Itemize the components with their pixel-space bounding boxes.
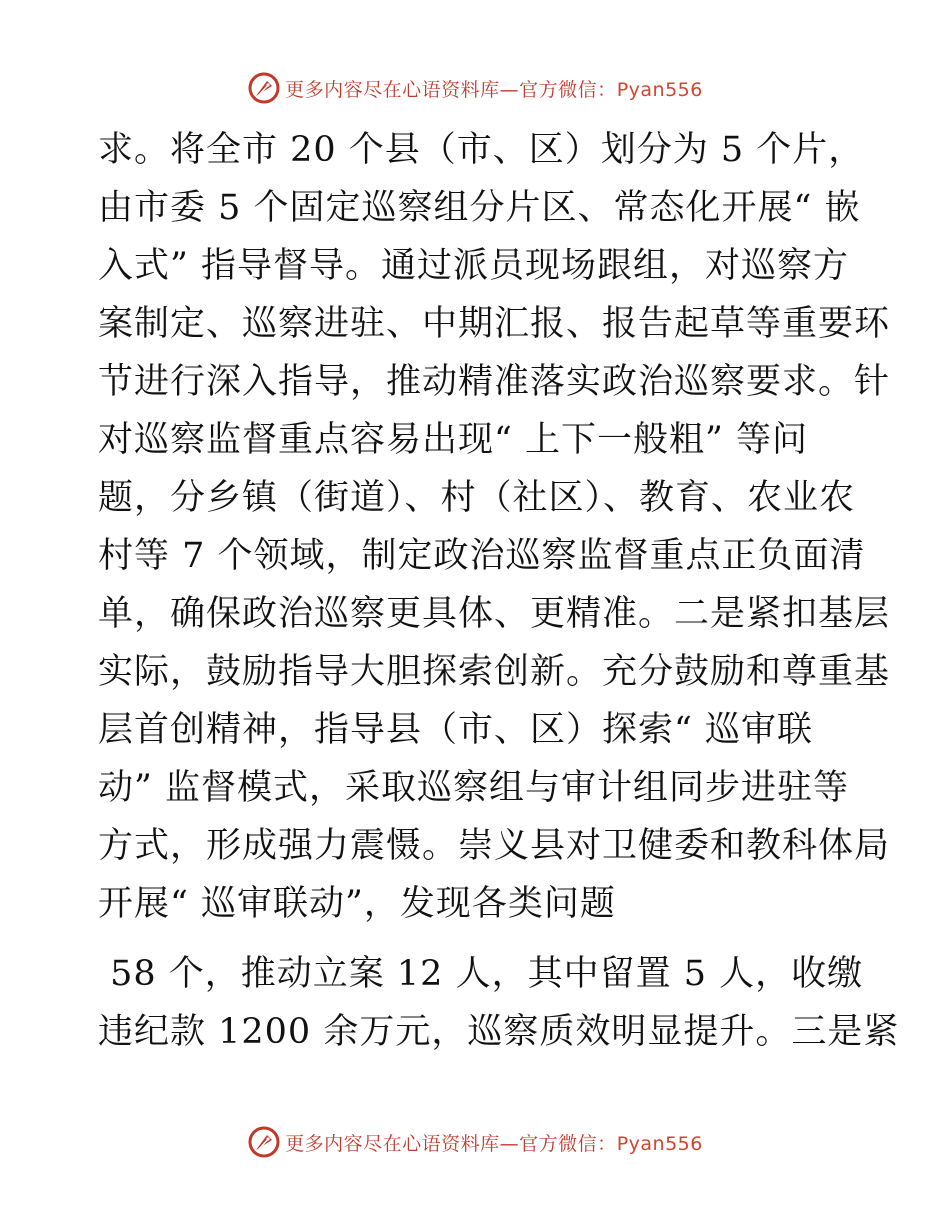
text-line: 村等 7 个领域，制定政治巡察监督重点正负面清: [98, 536, 866, 576]
text-line: 案制定、巡察进驻、中期汇报、报告起草等重要环: [98, 304, 891, 344]
header-watermark: [0, 68, 950, 108]
text-line: 对巡察监督重点容易出现“ 上下一般粗” 等问: [98, 420, 809, 460]
watermark-wechat-id: Pyan556: [616, 1132, 703, 1155]
text-line: 入式” 指导督导。通过派员现场跟组，对巡察方: [98, 246, 850, 286]
paragraph: [98, 945, 900, 1061]
watermark-separator: —: [499, 1132, 520, 1155]
text-line: 实际，鼓励指导大胆探索创新。充分鼓励和尊重基: [98, 652, 891, 692]
text-line: 节进行深入指导，推动精准落实政治巡察要求。针: [98, 362, 891, 402]
document-body: [98, 121, 900, 1061]
text-line: 方式，形成强力震慑。崇义县对卫健委和教科体局: [98, 826, 891, 866]
text-line: 单，确保政治巡察更具体、更精准。二是紧扣基层: [98, 594, 891, 634]
pen-nib-circle-logo-icon: [247, 1125, 281, 1159]
text-line: 开展“ 巡审联动”，发现各类问题: [98, 884, 616, 924]
watermark-text: [285, 75, 703, 102]
watermark-text: [285, 1129, 703, 1156]
text-line: 动” 监督模式，采取巡察组与审计组同步进驻等: [98, 768, 850, 808]
watermark-wechat-label: 官方微信：: [519, 1132, 617, 1155]
footer-watermark: [0, 1122, 950, 1162]
watermark-wechat-label: 官方微信：: [519, 78, 617, 101]
text-line: 题，分乡镇（街道）、村（社区）、教育、农业农: [98, 478, 856, 518]
pen-nib-circle-logo-icon: [247, 71, 281, 105]
watermark-brand: 更多内容尽在心语资料库: [285, 78, 500, 101]
watermark-wechat-id: Pyan556: [616, 78, 703, 101]
paragraph: [98, 121, 891, 933]
watermark-brand: 更多内容尽在心语资料库: [285, 1132, 500, 1155]
text-line: 58 个，推动立案 12 人，其中留置 5 人，收缴: [98, 954, 864, 994]
text-line: 层首创精神，指导县（市、区）探索“ 巡审联: [98, 710, 814, 750]
text-line: 由市委 5 个固定巡察组分片区、常态化开展“ 嵌: [98, 188, 861, 228]
text-line: 求。将全市 20 个县（市、区）划分为 5 个片，: [98, 130, 865, 170]
text-line: 违纪款 1200 余万元，巡察质效明显提升。三是紧: [98, 1012, 900, 1052]
paragraph-gap: [98, 933, 858, 945]
watermark-separator: —: [499, 78, 520, 101]
